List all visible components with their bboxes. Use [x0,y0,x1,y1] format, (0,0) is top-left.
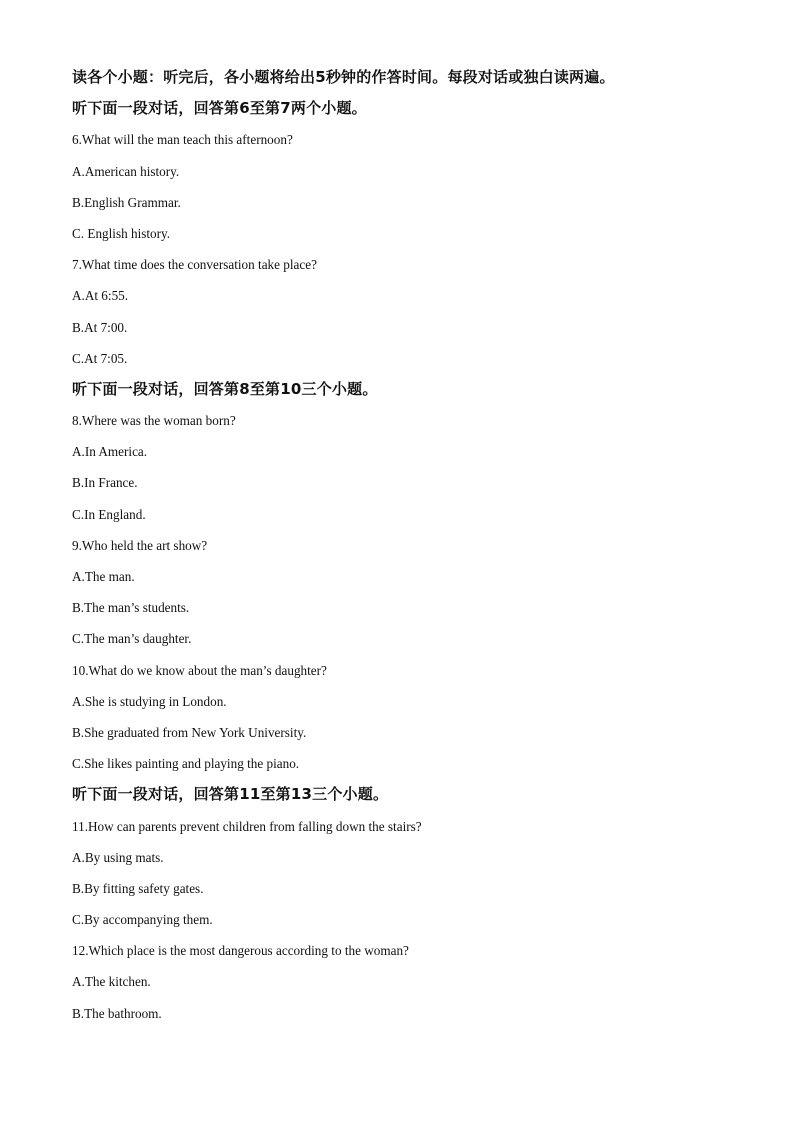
answer-option: A.At 6:55. [72,288,129,304]
question-text: 11.How can parents prevent children from falling down the stairs? [72,818,422,834]
answer-option: B.English Grammar. [72,194,181,210]
answer-option: C. English history. [72,225,171,241]
question-text: 9.Who held the art show? [72,537,208,553]
section-heading: 听下面一段对话，回答第11至第13三个小题。 [72,785,389,804]
answer-option: C.By accompanying them. [72,912,213,928]
answer-option: A.By using mats. [72,849,164,865]
question-text: 10.What do we know about the man’s daughter? [72,662,327,678]
answer-option: B.The man’s students. [72,600,190,616]
answer-option: B.She graduated from New York University. [72,724,307,740]
answer-option: A.In America. [72,444,148,460]
answer-option: A.The man. [72,569,135,584]
document-page [72,62,752,1029]
answer-option: B.By fitting safety gates. [72,880,204,896]
answer-option: A.The kitchen. [72,974,151,990]
answer-option: B.The bathroom. [72,1005,162,1021]
section-heading: 听下面一段对话，回答第8至第10三个小题。 [72,379,378,398]
question-text: 12.Which place is the most dangerous according to the woman? [72,943,409,959]
answer-option: C.The man’s daughter. [72,631,192,647]
answer-option: C.In England. [72,506,146,522]
answer-option: C.She likes painting and playing the piano. [72,756,300,772]
question-text: 7.What time does the conversation take place? [72,257,317,273]
question-text: 8.Where was the woman born? [72,413,236,429]
question-text: 6.What will the man teach this afternoon? [72,132,293,148]
answer-option: B.At 7:00. [72,319,128,335]
answer-option: A.American history. [72,163,180,179]
answer-option: B.In France. [72,475,138,491]
section-heading: 听下面一段对话，回答第6至第7两个小题。 [72,99,367,118]
answer-option: A.She is studying in London. [72,693,227,709]
answer-option: C.At 7:05. [72,350,128,366]
instruction-text: 读各个小题：听完后，各小题将给出5秒钟的作答时间。每段对话或独白读两遍。 [72,68,615,86]
